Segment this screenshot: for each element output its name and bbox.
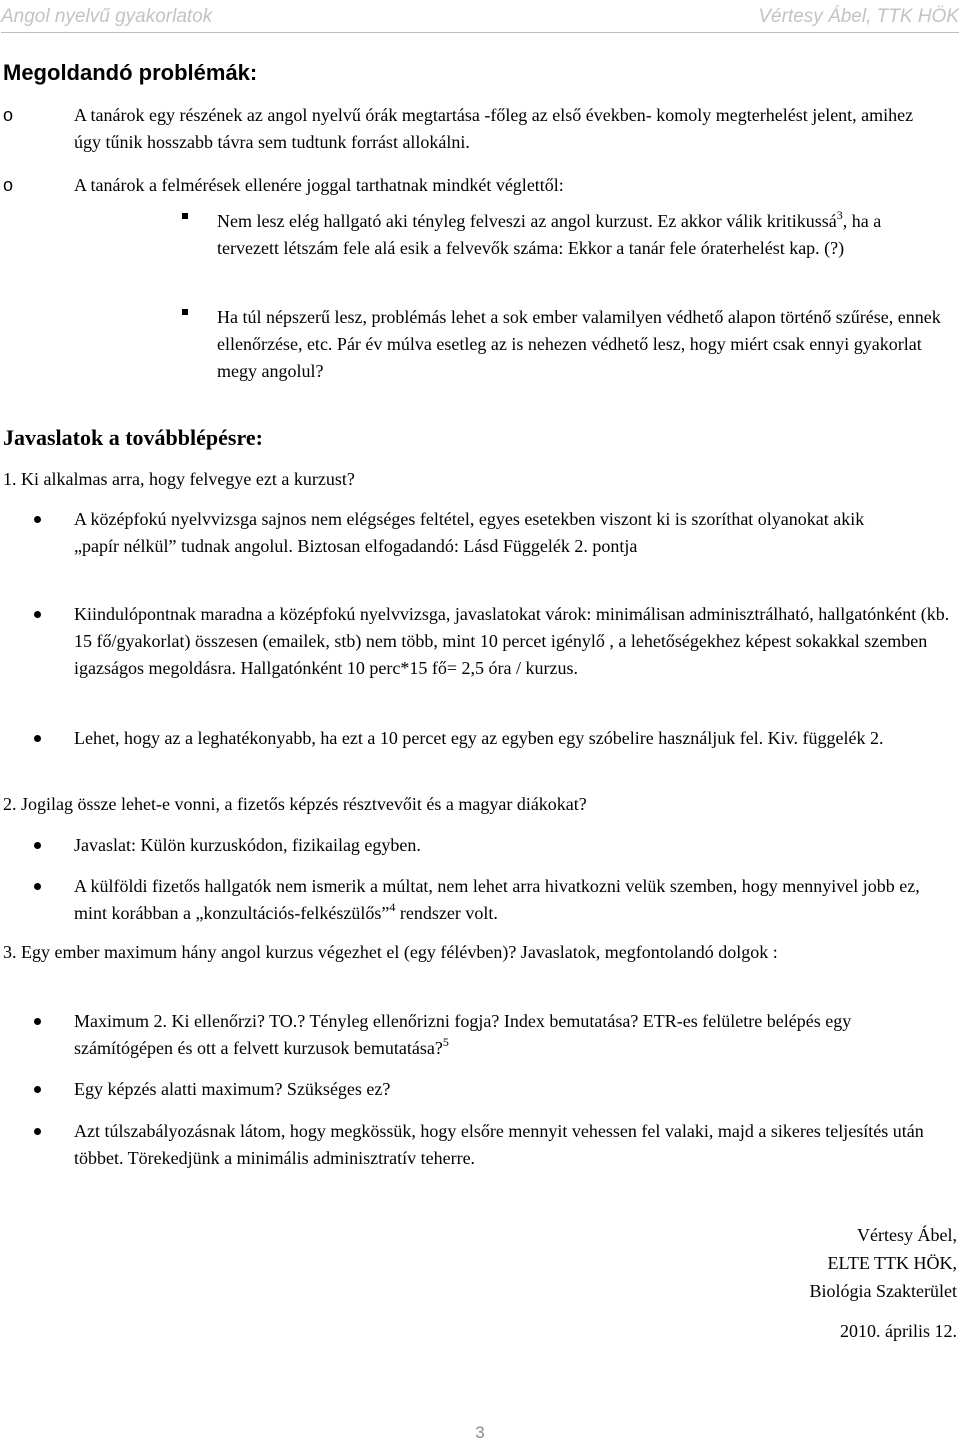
bullet-dot-icon — [34, 1128, 41, 1135]
question-3: 3. Egy ember maximum hány angol kurzus végezhet el (egy félévben)? Javaslatok, megfontolandó dolgok : — [3, 942, 778, 962]
signature-org: ELTE TTK HÖK, — [827, 1253, 957, 1273]
footnote-ref-5[interactable]: 5 — [442, 1035, 449, 1049]
header-title: Angol nyelvű gyakorlatok — [1, 6, 213, 27]
signature-dept: Biológia Szakterület — [809, 1281, 957, 1301]
signature-name: Vértesy Ábel, — [857, 1225, 957, 1245]
circle-bullet-icon: o — [3, 105, 14, 125]
bullet-dot-icon — [34, 1018, 41, 1025]
header-author: Vértesy Ábel, TTK HÖK — [758, 6, 959, 27]
problem-item-2: A tanárok a felmérések ellenére joggal tarthatnak mindkét véglettől: — [74, 175, 564, 195]
q3-bullet-3: Azt túlszabályozásnak látom, hogy megkössük, hogy elsőre mennyit vehessen fel valaki, majd a sikeres teljesítés után többet. Törekedjünk a minimális adminisztratív teherre. — [74, 1121, 924, 1168]
problem-subitem-1: Nem lesz elég hallgató aki tényleg felveszi az angol kurzust. Ez akkor válik kritikussá$^3$, ha a tervezett létszám fele alá esik a felvevők száma: Ekkor a tanár fele óraterhelést kap. (?) — [217, 208, 882, 258]
square-bullet-icon — [182, 213, 188, 219]
bullet-dot-icon — [34, 842, 41, 849]
question-1: 1. Ki alkalmas arra, hogy felvegye ezt a kurzust? — [3, 469, 355, 489]
problem-subitem-2: Ha túl népszerű lesz, problémás lehet a sok ember valamilyen védhető alapon történő szűrése, ennek ellenőrzése, etc. Pár év múlva esetleg az is nehezen védhető lesz, hogy miért csak ennyi gyakorlat megy angolul? — [217, 307, 941, 381]
problem-item-1: A tanárok egy részének az angol nyelvű órák megtartása -főleg az első években- komoly megterhelést jelent, amihez úgy tűnik hosszabb távra sem tudtunk forrást allokálni. — [74, 105, 914, 152]
running-header — [0, 3, 960, 31]
question-2: 2. Jogilag össze lehet-e vonni, a fizetős képzés résztvevőit és a magyar diákokat? — [3, 794, 587, 814]
q3-bullet-2: Egy képzés alatti maximum? Szükséges ez? — [74, 1079, 391, 1099]
q2-bullet-1: Javaslat: Külön kurzuskódon, fizikailag egyben. — [74, 835, 421, 855]
footnote-ref-3[interactable]: 3 — [836, 208, 843, 222]
q3-bullet-1: Maximum 2. Ki ellenőrzi? TO.? Tényleg ellenőrizni fogja? Index bemutatása? ETR-es felületre belépés egy számítógépen és ott a felvett kurzusok bemutatása?$^5$ — [74, 1011, 852, 1058]
q1-bullet-1: A középfokú nyelvvizsga sajnos nem elégséges feltétel, egyes esetekben viszont ki is szoríthat olyanokat akik „papír nélkül” tudnak angolul. Biztosan elfogadandó: Lásd Függelék 2. pontja — [74, 509, 865, 556]
bullet-dot-icon — [34, 611, 41, 618]
square-bullet-icon — [182, 309, 188, 315]
bullet-dot-icon — [34, 883, 41, 890]
bullet-dot-icon — [34, 735, 41, 742]
q1-bullet-2: Kiindulópontnak maradna a középfokú nyelvvizsga, javaslatokat várok: minimálisan adminisztrálható, hallgatónként (kb. 15 fő/gyakorlat) összesen (emailek, stb) nem több, mint 10 percet igénylő , a lehetőségekhez képest sokakkal szemben igazságos megoldásra. Hallgatónként 10 perc*15 fő= 2,5 óra / kurzus. — [74, 604, 950, 678]
page-number: 3 — [475, 1423, 485, 1442]
footnote-ref-4[interactable]: 4 — [389, 900, 396, 914]
bullet-dot-icon — [34, 516, 41, 523]
circle-bullet-icon: o — [3, 175, 14, 195]
signature-date: 2010. április 12. — [840, 1321, 957, 1341]
proposals-heading: Javaslatok a továbblépésre: — [3, 425, 263, 450]
bullet-dot-icon — [34, 1086, 41, 1093]
q2-bullet-2: A külföldi fizetős hallgatók nem ismerik a múltat, nem lehet arra hivatkozni velük szemben, hogy mennyivel jobb ez, mint korábban a „konzultációs-felkészülős”$^4$ rendszer volt. — [74, 876, 920, 923]
header-rule — [1, 32, 959, 33]
q1-bullet-3: Lehet, hogy az a leghatékonyabb, ha ezt a 10 percet egy az egyben egy szóbelire használjuk fel. Kiv. függelék 2. — [74, 728, 884, 748]
problems-heading: Megoldandó problémák: — [3, 60, 258, 85]
